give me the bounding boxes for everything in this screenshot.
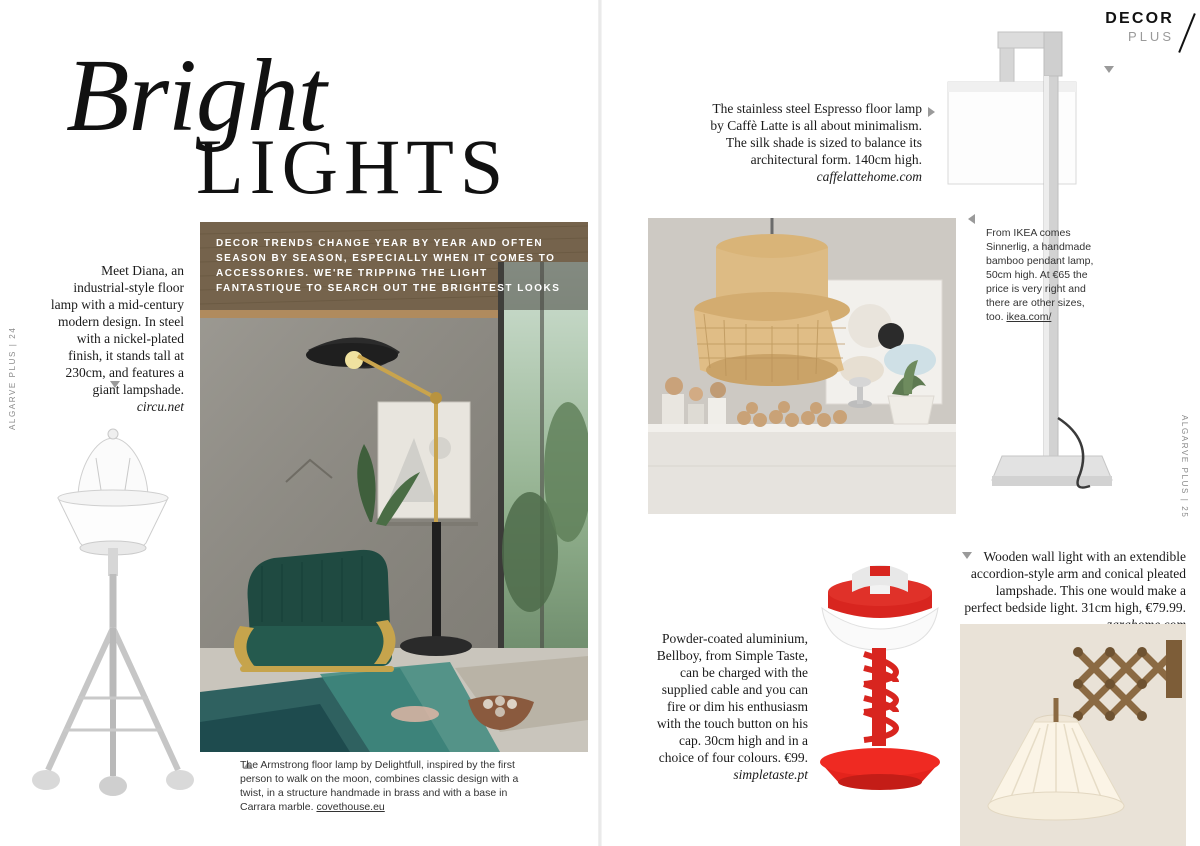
running-head-right: ALGARVE PLUS | 25 (1180, 415, 1189, 519)
logo-line-decor: DECOR (1105, 10, 1174, 27)
running-head-left: ALGARVE PLUS | 24 (8, 326, 17, 430)
arrow-right-icon-espresso (928, 107, 935, 117)
caption-sinnerlig-source[interactable]: ikea.com/ (1006, 311, 1052, 323)
caption-bellboy-text: Powder-coated aluminium, Bellboy, from Simple Taste, can be charged with the supplied cable and you can fire or dim his enthusiasm with the touch button on his cap. 30cm high and in a choice of four colours. €99. (656, 631, 808, 765)
hero-intro-text: DECOR TRENDS CHANGE YEAR BY YEAR AND OFTEN SEASON BY SEASON, ESPECIALLY WHEN IT COMES TO ACCESSORIES. WE'RE TRIPPING THE LIGHT FANTASTIQUE TO SEARCH OUT THE BRIGHTEST LOOKS (200, 222, 588, 310)
caption-sinnerlig-text: From IKEA comes Sinnerlig, a handmade bamboo pendant lamp, 50cm high. At €65 the price is very right and there are other sizes, too. (986, 227, 1094, 323)
arrow-down-icon-diana (110, 381, 120, 388)
caption-sinnerlig (986, 226, 1094, 324)
sinnerlig-photo-art (648, 218, 956, 514)
caption-hero-text: The Armstrong floor lamp by Delightfull, inspired by the first person to walk on the moon, combines classic design with a twist, in a structure handmade in brass and with a base in Carrara marble. (240, 759, 519, 813)
caption-diana (44, 262, 184, 415)
zarahome-photo-art (960, 624, 1186, 846)
caption-espresso (700, 100, 922, 185)
caption-espresso-source[interactable]: caffelattehome.com (816, 169, 922, 184)
page-gutter (598, 0, 602, 846)
bellboy-lamp-image (800, 548, 960, 798)
caption-zarahome-text: Wooden wall light with an extendible accordion-style arm and conical pleated lampshade. This one would make a perfect bedside light. 31cm high, €79.99. (964, 549, 1186, 615)
page-title-lights: LIGHTS (196, 123, 510, 210)
sinnerlig-pendant-photo (648, 218, 956, 514)
arrow-left-icon-ikea (968, 214, 975, 224)
logo-slash-icon (1178, 13, 1196, 53)
caption-bellboy-source[interactable]: simpletaste.pt (733, 767, 808, 782)
logo-line-plus: PLUS (1128, 29, 1174, 44)
diana-floor-lamp-image (18, 398, 208, 818)
zarahome-wall-light-photo (960, 624, 1186, 846)
page-title-bright: Bright (66, 38, 326, 153)
caption-hero (240, 758, 540, 814)
caption-diana-source: circu.net (136, 399, 184, 414)
caption-hero-source[interactable]: covethouse.eu (316, 801, 385, 813)
caption-zarahome (960, 548, 1186, 633)
hero-interior-photo (200, 222, 588, 752)
caption-espresso-text: The stainless steel Espresso floor lamp by Caffè Latte is all about minimalism. The silk shade is sized to balance its architectural form. 140cm high. (710, 101, 922, 167)
caption-bellboy (648, 630, 808, 783)
caption-diana-text: Meet Diana, an industrial-style floor lamp with a mid-century modern design. In steel with a nickel-plated finish, it stands tall at 230cm, and features a giant lampshade. (50, 263, 184, 397)
